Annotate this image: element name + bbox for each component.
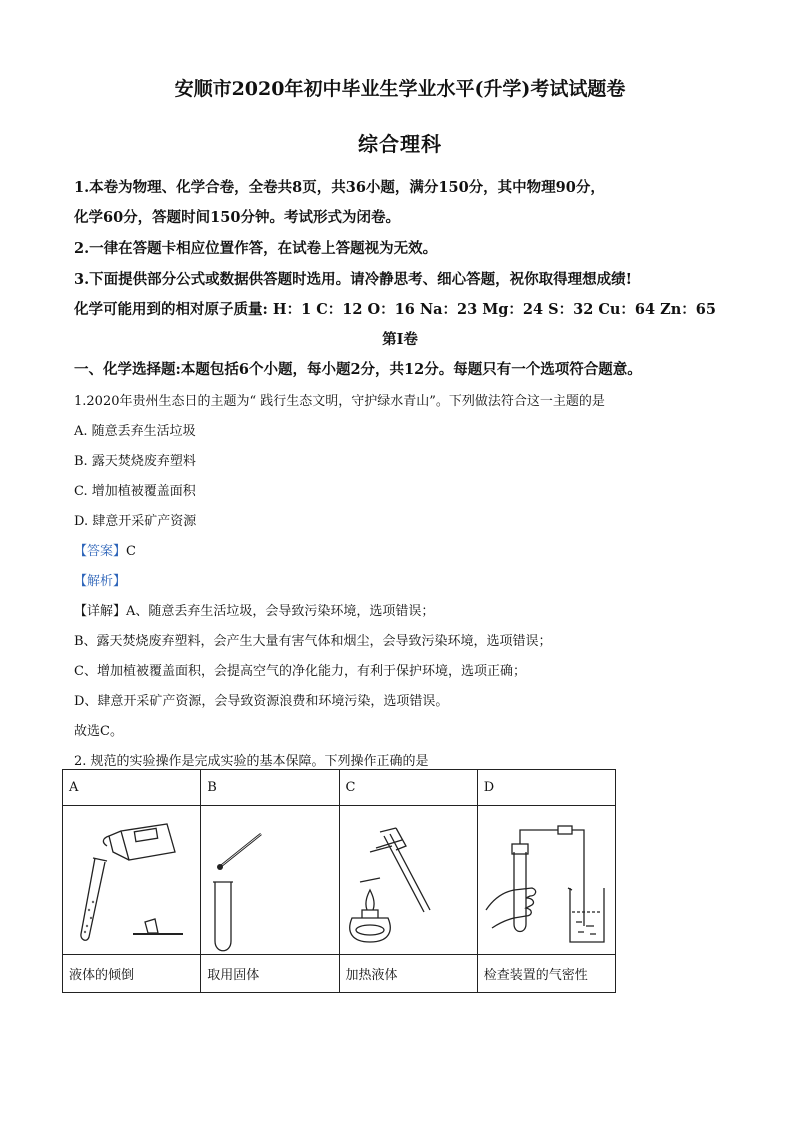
airtightness-check-figure bbox=[478, 806, 628, 954]
option-letter: D bbox=[477, 770, 615, 806]
answer-tag: 【答案】 bbox=[74, 544, 127, 559]
question-1-stem: 1.2020年贵州生态日的主题为“ 践行生态文明，守护绿水青山”。下列做法符合这一主题的是 bbox=[74, 394, 605, 409]
exam-title: 安顺市2020年初中毕业生学业水平(升学)考试试题卷 bbox=[174, 78, 626, 100]
atomic-mass-line: 化学可能用到的相对原子质量: H：1 C：12 O：16 Na：23 Mg：24 S：32 Cu：64 Zn：65 bbox=[74, 301, 716, 318]
figure-cell bbox=[477, 806, 615, 955]
figure-cell bbox=[201, 806, 339, 955]
question-2-stem: 2. 规范的实验操作是完成实验的基本保障。下列操作正确的是 bbox=[74, 754, 429, 769]
conclusion-line: 故选C。 bbox=[74, 724, 123, 739]
detail-line: C、增加植被覆盖面积，会提高空气的净化能力，有利于保护环境，选项正确； bbox=[74, 664, 526, 679]
figure-cell bbox=[63, 806, 201, 955]
volume-heading: 第I卷 bbox=[382, 331, 418, 348]
detail-tag: 【详解】 bbox=[74, 604, 127, 619]
option-letter: C bbox=[339, 770, 477, 806]
option-caption: 取用固体 bbox=[201, 955, 339, 993]
option-letter: B bbox=[201, 770, 339, 806]
instruction-line: 3.下面提供部分公式或数据供答题时选用。请冷静思考、细心答题，祝你取得理想成绩! bbox=[74, 271, 632, 288]
question-1-option-d: D. 肆意开采矿产资源 bbox=[74, 514, 197, 529]
section-heading: 一、化学选择题:本题包括6个小题，每小题2分，共12分。每题只有一个选项符合题意。 bbox=[74, 361, 642, 378]
figure-cell bbox=[339, 806, 477, 955]
question-1-option-a: A. 随意丢弃生活垃圾 bbox=[74, 424, 196, 439]
options-table bbox=[62, 769, 616, 993]
detail-line bbox=[74, 600, 434, 619]
detail-line: D、肆意开采矿产资源，会导致资源浪费和环境污染，选项错误。 bbox=[74, 694, 449, 709]
option-caption: 加热液体 bbox=[339, 955, 477, 993]
instruction-line: 1.本卷为物理、化学合卷，全卷共8页，共36小题，满分150分，其中物理90分， bbox=[74, 179, 605, 196]
detail-text: A、随意丢弃生活垃圾，会导致污染环境，选项错误； bbox=[126, 604, 435, 619]
answer-value: C bbox=[126, 544, 136, 559]
question-1-option-c: C. 增加植被覆盖面积 bbox=[74, 484, 196, 499]
analysis-tag: 【解析】 bbox=[74, 574, 127, 589]
instruction-line: 化学60分，答题时间150分钟。考试形式为闭卷。 bbox=[74, 209, 400, 226]
instruction-line: 2.一律在答题卡相应位置作答，在试卷上答题视为无效。 bbox=[74, 240, 438, 257]
question-1-option-b: B. 露天焚烧废弃塑料 bbox=[74, 454, 196, 469]
pouring-liquid-figure bbox=[63, 806, 193, 954]
exam-subtitle: 综合理科 bbox=[358, 132, 442, 156]
answer-line bbox=[74, 540, 136, 559]
option-caption: 液体的倾倒 bbox=[63, 955, 201, 993]
detail-line: B、露天焚烧废弃塑料，会产生大量有害气体和烟尘，会导致污染环境，选项错误； bbox=[74, 634, 552, 649]
heating-liquid-figure bbox=[340, 806, 474, 954]
option-letter: A bbox=[63, 770, 201, 806]
taking-solid-figure bbox=[201, 806, 335, 954]
option-caption: 检查装置的气密性 bbox=[477, 955, 615, 993]
